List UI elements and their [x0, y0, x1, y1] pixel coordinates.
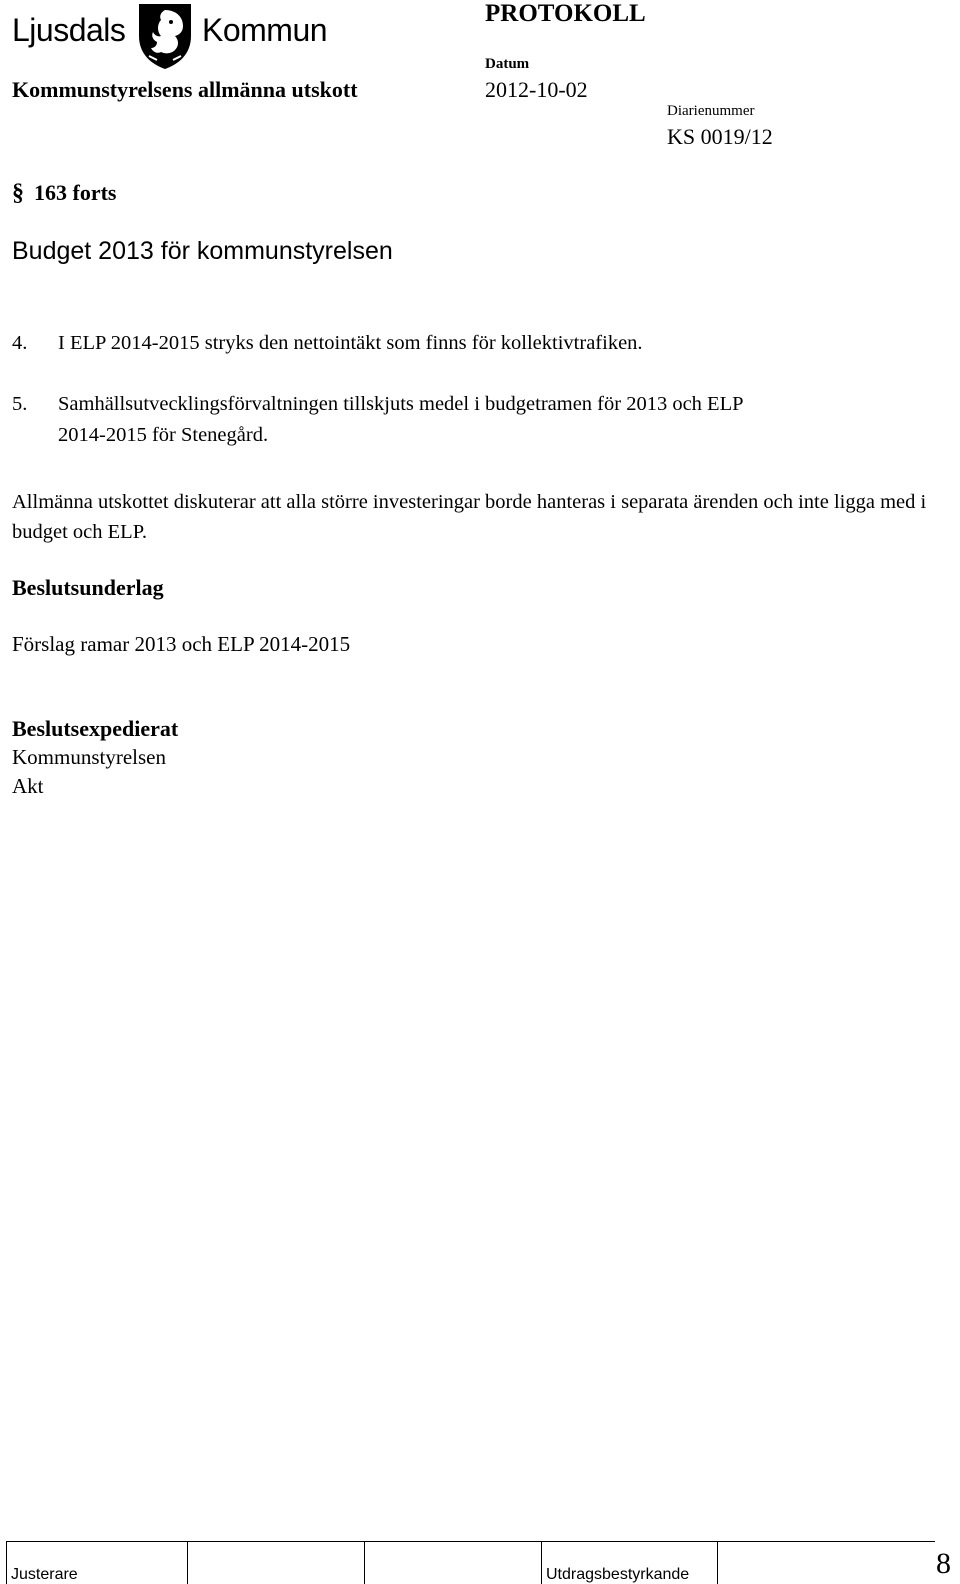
date-value: 2012-10-02 — [485, 77, 588, 102]
diarienummer-value: KS 0019/12 — [667, 124, 773, 149]
dispatch-recipient: Akt — [12, 774, 44, 798]
section-heading — [12, 180, 116, 207]
paragraph-symbol: § — [12, 180, 24, 206]
list-item-text: Samhällsutvecklingsförvaltningen tillskjuts medel i budgetramen för 2013 och ELP — [58, 393, 744, 415]
justerare-label: Justerare — [11, 1566, 78, 1583]
decision-basis-text: Förslag ramar 2013 och ELP 2014-2015 — [12, 632, 351, 656]
list-item-text: I ELP 2014-2015 stryks den nettointäkt som finns för kollektivtrafiken. — [58, 332, 643, 354]
diarienummer-label: Diarienummer — [667, 103, 755, 119]
utdragsbestyrkande-label: Utdragsbestyrkande — [546, 1566, 690, 1583]
signature-footer — [6, 1541, 935, 1584]
list-item-number: 5. — [12, 393, 28, 415]
logo-text-left: Ljusdals — [12, 12, 126, 48]
date-label: Datum — [485, 56, 530, 72]
signature-cell — [365, 1542, 542, 1584]
logo-text-right: Kommun — [202, 12, 328, 48]
utdragsbestyrkande-cell — [542, 1542, 718, 1584]
dispatch-recipient: Kommunstyrelsen — [12, 745, 166, 769]
document-type: PROTOKOLL — [485, 0, 646, 27]
page-title: Budget 2013 för kommunstyrelsen — [12, 237, 393, 265]
list-item-text-continued: 2014-2015 för Stenegård. — [58, 424, 269, 446]
justerare-cell — [7, 1542, 188, 1584]
section-label: 163 forts — [34, 180, 117, 205]
discussion-paragraph: Allmänna utskottet diskuterar att alla större investeringar borde hanteras i separata ärenden och inte ligga med i budget och ELP. — [12, 491, 927, 543]
page-number: 8 — [936, 1547, 951, 1580]
decision-basis-heading: Beslutsunderlag — [12, 575, 164, 600]
signature-cell — [188, 1542, 365, 1584]
crest-icon — [135, 2, 195, 70]
signature-cell — [718, 1542, 934, 1584]
dispatch-heading: Beslutsexpedierat — [12, 716, 179, 741]
committee-name: Kommunstyrelsens allmänna utskott — [12, 77, 358, 102]
list-item-number: 4. — [12, 332, 28, 354]
